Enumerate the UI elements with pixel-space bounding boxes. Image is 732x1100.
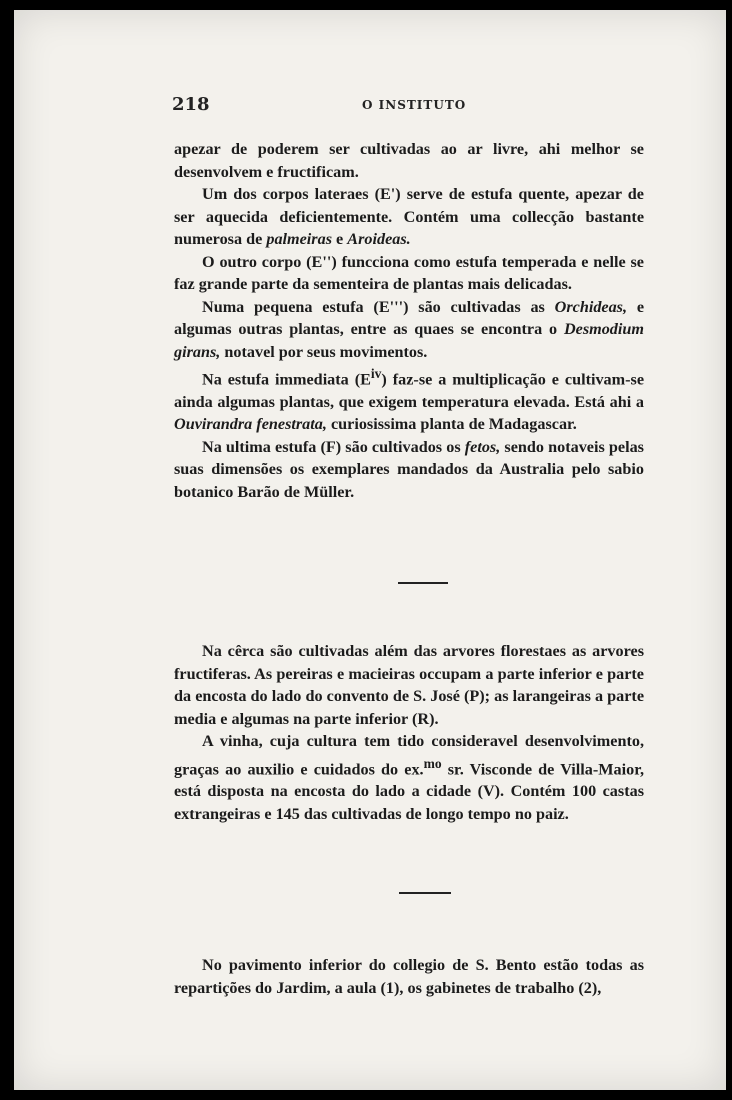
paragraph: A vinha, cuja cultura tem tido consideravel desenvolvimento, graças ao auxilio e cuidados do ex.$^{mo}$ sr. Visconde de Villa-Maior, está disposta na encosta do lado a cidade (V). Contém 100 castas extrangeiras e 145 das cultivadas de longo tempo no paiz. <box>174 732 644 823</box>
superscript: iv <box>370 366 382 381</box>
paragraph: Numa pequena estufa (E''') são cultivadas as Orchideas, e algumas outras plantas, entre as quaes se encontra o Desmodium girans, notavel por seus movimentos. <box>174 297 645 361</box>
paragraph: Na ultima estufa (F) são cultivados os fetos, sendo notaveis pelas suas dimensões os exemplares mandados da Australia pelo sabio botanico Barão de Müller. <box>174 437 644 501</box>
superscript: mo <box>423 755 442 771</box>
italic-term: Orchideas, <box>554 297 628 316</box>
section-divider <box>398 582 448 584</box>
italic-term: fetos, <box>464 437 501 456</box>
paragraph: O outro corpo (E'') funcciona como estufa temperada e nelle se faz grande parte da sementeira de plantas mais delicadas. <box>174 252 644 293</box>
paragraph: apezar de poderem ser cultivadas ao ar livre, ahi melhor se desenvolvem e fructificam. <box>174 140 644 181</box>
paragraph: Na cêrca são cultivadas além das arvores florestaes as arvores fructiferas. As pereiras e macieiras occupam a parte inferior e parte da encosta do lado do convento de S. José (P); as larangeiras a parte media e algumas na parte inferior (R). <box>174 642 644 728</box>
text-section-collegio <box>174 954 644 999</box>
text-section-estufas <box>174 138 644 503</box>
page-header <box>172 94 642 118</box>
paragraph: No pavimento inferior do collegio de S. Bento estão todas as repartições do Jardim, a aula (1), os gabinetes de trabalho (2), <box>174 956 644 997</box>
italic-term: palmeiras <box>266 230 332 248</box>
page-number: 218 <box>172 94 210 115</box>
italic-term: Aroideas. <box>347 230 411 248</box>
italic-term: Ouvirandra fenestrata, <box>174 415 327 434</box>
running-title: O INSTITUTO <box>362 98 467 112</box>
italic-term: Desmodium girans, <box>174 320 644 361</box>
book-page <box>14 10 726 1090</box>
paragraph: Um dos corpos lateraes (E') serve de estufa quente, apezar de ser aquecida deficientemente. Contém uma collecção bastante numerosa de palmeiras e Aroideas. <box>174 185 644 248</box>
paragraph: Na estufa immediata $(E^{iv})$ faz-se a multiplicação e cultivam-se ainda algumas plantas, que exigem temperatura elevada. Está ahi a Ouvirandra fenestrata, curiosissima planta de Madagascar. <box>174 366 645 434</box>
text-section-cerca <box>174 640 644 825</box>
section-divider <box>399 892 451 894</box>
